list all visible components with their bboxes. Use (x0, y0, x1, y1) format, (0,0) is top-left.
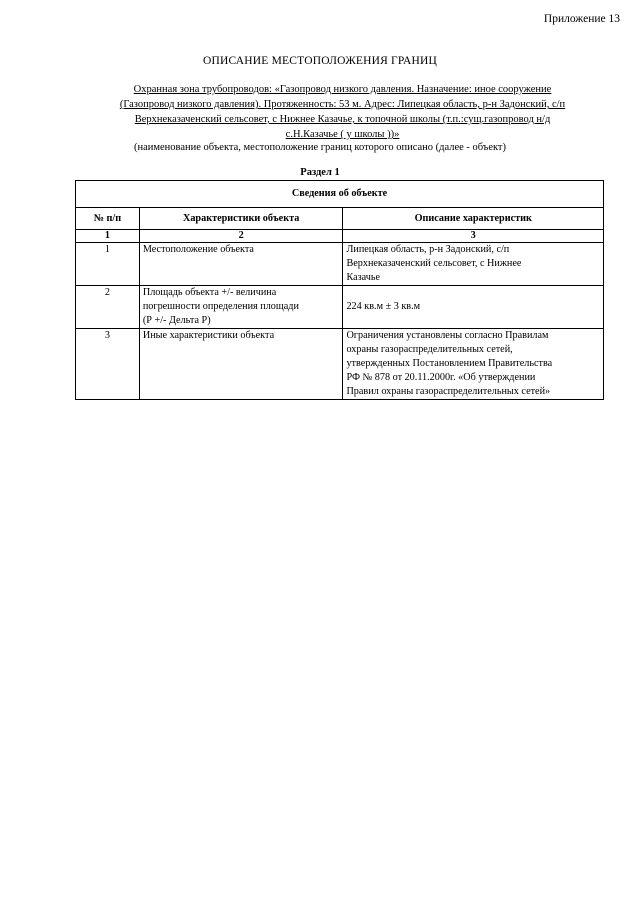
object-info-table (75, 180, 604, 400)
object-name-caption: (наименование объекта, местоположение границ которого описано (далее - объект) (133, 142, 507, 153)
cell-line: Иные характеристики объекта (142, 330, 275, 341)
cell-line: Площадь объекта +/- величина (142, 287, 277, 298)
cell-line: Местоположение объекта (142, 244, 254, 255)
column-number-row (76, 230, 604, 243)
object-name-line: с.Н.Казачье ( у школы ))» (285, 129, 400, 140)
row-description (343, 243, 604, 286)
object-name-line: Верхнеказаченский сельсовет, с Нижнее Казачье, к топочной школы (т.п.:сущ.газопровод н/д (134, 114, 551, 125)
cell-line: утвержденных Постановлением Правительства (346, 358, 553, 369)
section-title: Раздел 1 (300, 167, 340, 178)
cell-line: (Р +/- Дельта Р) (142, 315, 211, 326)
table-header-row (76, 208, 604, 230)
column-number: 2 (139, 230, 343, 243)
table-caption-row (76, 181, 604, 208)
object-name-line: (Газопровод низкого давления). Протяженность: 53 м. Адрес: Липецкая область, р-н Задонский, с/п (119, 99, 566, 110)
cell-line: 224 кв.м ± 3 кв.м (346, 301, 421, 312)
row-number: 1 (76, 243, 140, 286)
table-row (76, 329, 604, 400)
cell-line: погрешности определения площади (142, 301, 299, 312)
document-title: ОПИСАНИЕ МЕСТОПОЛОЖЕНИЯ ГРАНИЦ (202, 55, 438, 67)
table-caption: Сведения об объекте (76, 181, 604, 208)
table-row (76, 243, 604, 286)
header-description: Описание характеристик (343, 208, 604, 230)
cell-line: Ограничения установлены согласно Правилам (346, 330, 549, 341)
header-characteristic: Характеристики объекта (139, 208, 343, 230)
row-number: 3 (76, 329, 140, 400)
row-characteristic (139, 243, 343, 286)
object-name (80, 82, 605, 142)
object-name-line: Охранная зона трубопроводов: «Газопровод низкого давления. Назначение: иное сооружение (133, 84, 552, 95)
cell-line: Верхнеказаченский сельсовет, с Нижнее (346, 258, 522, 269)
table-row (76, 286, 604, 329)
cell-line: РФ № 878 от 20.11.2000г. «Об утверждении (346, 372, 536, 383)
row-number: 2 (76, 286, 140, 329)
cell-line: Казачье (346, 272, 381, 283)
cell-line: охраны газораспределительных сетей, (346, 344, 513, 355)
row-description (343, 286, 604, 329)
cell-line: Правил охраны газораспределительных сетей» (346, 386, 551, 397)
row-characteristic (139, 286, 343, 329)
cell-line: Липецкая область, р-н Задонский, с/п (346, 244, 510, 255)
column-number: 3 (343, 230, 604, 243)
appendix-label: Приложение 13 (543, 13, 620, 25)
row-characteristic (139, 329, 343, 400)
header-num: № п/п (76, 208, 140, 230)
row-description (343, 329, 604, 400)
column-number: 1 (76, 230, 140, 243)
